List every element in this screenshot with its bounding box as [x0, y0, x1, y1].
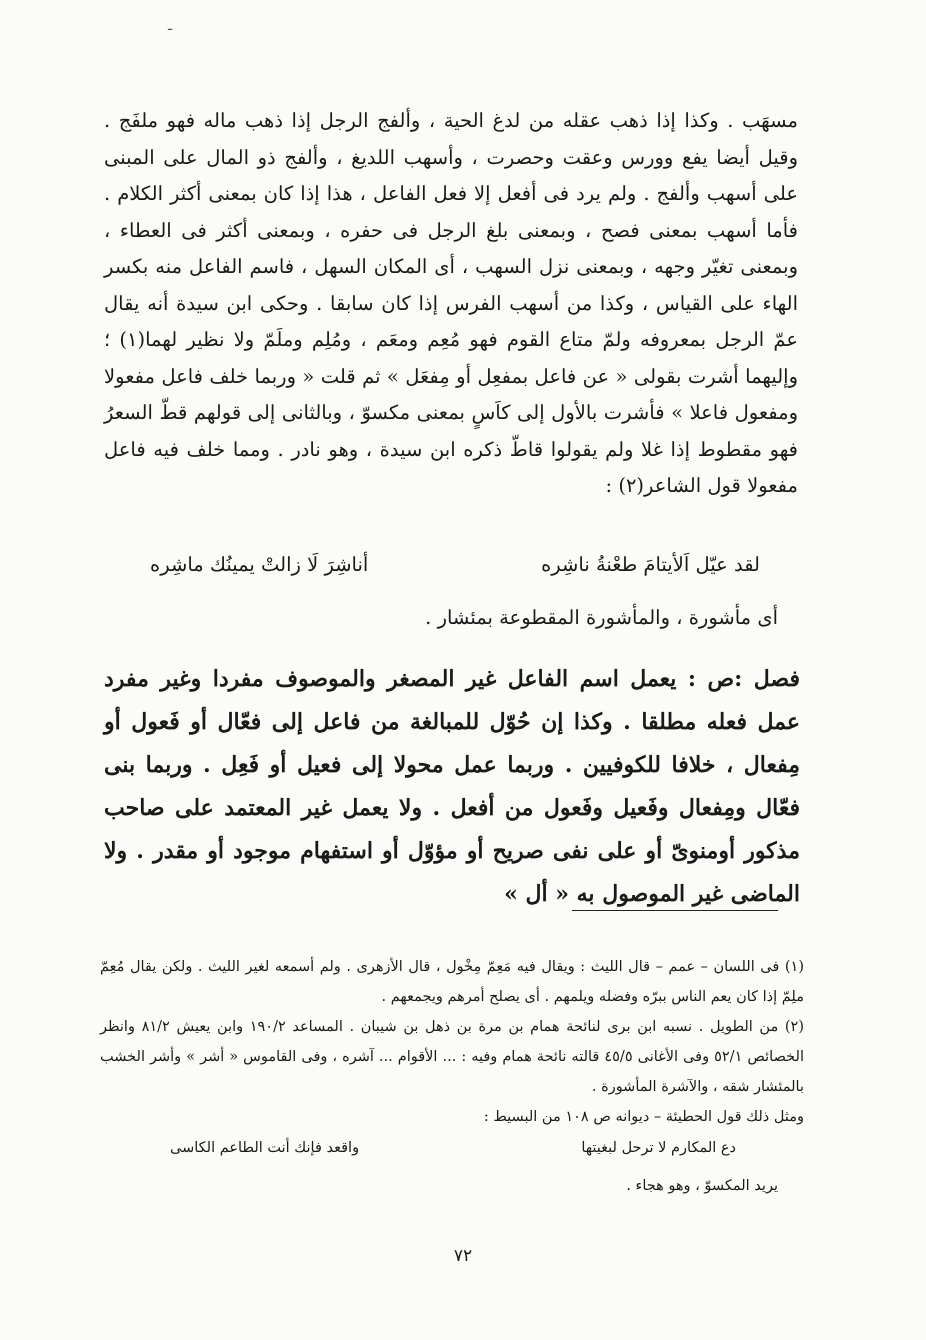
verse-first-hemistich: لقد عيّل اَلأيتامَ طعْنةُ ناشِره [541, 553, 760, 576]
footnote-1: (١) فى اللسان – عمم – قال الليث : ويقال فيه مَعِمّ مِخْول ، قال الأزهرى . ولم أسمعه لغير الليث . ولكن يقال مُعِمّ ملِمّ إذا كان يعم الناس ببرّه وفضله ويلمهم . أى يصلح أمرهم ويجمعهم . [100, 959, 804, 1005]
main-text-block [104, 103, 798, 505]
main-paragraph: مسهَب . وكذا إذا ذهب عقله من لدغ الحية ، وألفج الرجل إذا ذهب ماله فهو ملفَج . وقيل أيضا يفع وورس وعقت وحصرت ، وأسهب اللديغ ، وألفج ذو المال على المبنى على أسهب وألفج . ولم يرد فى أفعل إلا فعل الفاعل ، هذا إذا كان بمعنى أكثر الكلام . فأما أسهب بمعنى فصح ، وبمعنى بلغ الرجل فى حفره ، وبمعنى أكثر فى العطاء ، وبمعنى تغيّر وجهه ، وبمعنى نزل السهب ، أى المكان السهل ، فاسم الفاعل منه بكسر الهاء على القياس ، وكذا من أسهب الفرس إذا كان سابقا . وحكى ابن سيدة أنه يقال عمّ الرجل بمعروفه ولمّ متاع القوم فهو مُعِم ومعَم ، ومُلِم وملَمّ ولا نظير لهما(١) ؛ وإليهما أشرت بقولى « عن فاعل بمفعِل أو مِفعَل » ثم قلت « وربما خلف فاعل مفعولا ومفعول فاعلا » فأشرت بالأول إلى كاَسٍ بمعنى مكسوّ ، وبالثانى إلى قولهم قطّ السعرُ فهو مقطوط إذا غلا ولم يقولوا قاطّ ذكره ابن سيدة ، وهو نادر . ومما خلف فيه فاعل مفعولا قول الشاعر(٢) : [104, 109, 799, 497]
poetry-verse [150, 553, 760, 576]
footnote-verse-second-hemistich: واقعد فإنك أنت الطاعم الكاسى [170, 1140, 360, 1156]
top-mark: ـ [168, 18, 173, 34]
footnote-2: (٢) من الطويل . نسبه ابن برى لنائحة همام بن مرة بن ذهل بن شيبان . المساعد ١٩٠/٢ وابن يعيش ٨١/٢ وانظر الخصائص ٥٢/١ وفى الأغانى ٤٥/٥ قالته نائحة همام وفيه : ... الأقوام ... آشره ، وفى القاموس « أشر » وأشر الخشب بالمئشار شقه ، والآشرة المأشورة . [100, 1019, 804, 1095]
footnote-closing-line: يريد المكسوّ ، وهو هجاء . [626, 1178, 778, 1194]
verse-explanation: أى مأشورة ، والمأشورة المقطوعة بمئشار . [425, 606, 778, 629]
footnotes-block [100, 952, 804, 1132]
section-text-block [104, 658, 800, 916]
section-paragraph: فصل :ص : يعمل اسم الفاعل غير المصغر والموصوف مفردا وغير مفرد عمل فعله مطلقا . وكذا إن حُوّل للمبالغة من فاعل إلى فعّال أو فَعول أو مِفعال ، خلافا للكوفيين . وربما عمل محولا إلى فعيل أو فَعِل . وربما بنى فعّال ومِفعال وفَعيل وفَعول من أفعل . ولا يعمل غير المعتمد على صاحب مذكور أومنوىّ أو على نفى صريح أو مؤوّل أو استفهام موجود أو مقدر . ولا الماضى غير الموصول به « أل » [104, 666, 800, 907]
footnote-divider [572, 910, 778, 911]
footnote-verse [170, 1140, 736, 1156]
footnote-continuation: ومثل ذلك قول الحطيئة – ديوانه ص ١٠٨ من البسيط : [483, 1109, 804, 1125]
footnote-verse-first-hemistich: دع المكارم لا ترحل لبغيتها [581, 1140, 736, 1156]
verse-second-hemistich: أناشِرَ لَا زالتْ يمينُك ماشِره [150, 553, 369, 576]
page-number: ٧٢ [453, 1246, 473, 1266]
